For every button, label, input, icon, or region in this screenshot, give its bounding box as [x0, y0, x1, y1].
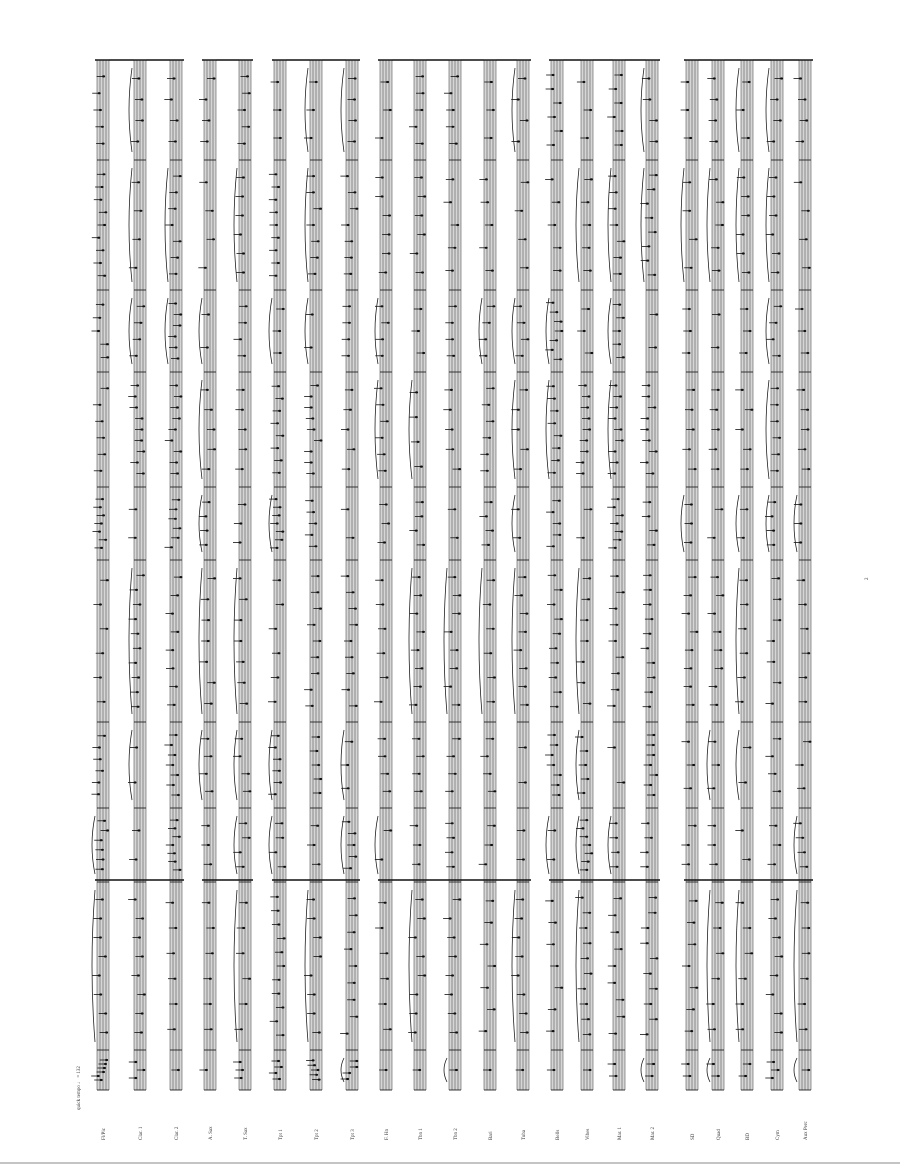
slur — [375, 380, 378, 479]
slur — [409, 568, 412, 714]
slur — [794, 1058, 797, 1082]
slur — [766, 168, 769, 282]
slur — [512, 568, 515, 714]
instrument-label: BD — [746, 1133, 751, 1140]
instrument-label: A. Sax — [209, 1126, 214, 1140]
staff-fl-pic — [97, 60, 109, 1090]
slur — [681, 168, 684, 282]
slur — [736, 168, 739, 282]
instrument-label: Tpt 1 — [279, 1129, 284, 1140]
instrument-label: Quad — [717, 1129, 722, 1140]
slur — [641, 168, 644, 282]
instrument-label: Clar. 1 — [139, 1126, 144, 1140]
slur — [341, 1058, 344, 1082]
instrument-label: Cym — [776, 1130, 781, 1140]
slur — [641, 68, 644, 152]
tempo-marking: quick tempo ♩ = 132 — [77, 1066, 82, 1110]
slur — [576, 890, 579, 1042]
slur — [269, 730, 272, 800]
instrument-label: Tbn 1 — [419, 1128, 424, 1140]
slur — [92, 816, 95, 874]
slur — [641, 1058, 644, 1082]
slur — [576, 168, 579, 282]
slur — [608, 298, 611, 364]
slur — [234, 730, 237, 800]
staff-sd — [686, 60, 698, 1090]
slur — [546, 816, 549, 874]
slur — [129, 730, 132, 800]
slur — [707, 1058, 710, 1082]
slur — [444, 568, 447, 714]
slur — [409, 380, 412, 479]
instrument-label: T. Sax — [244, 1127, 249, 1140]
instrument-label: SD — [691, 1133, 696, 1140]
instrument-label: Mar. 2 — [651, 1126, 656, 1140]
slur — [305, 890, 308, 1042]
slur — [794, 890, 797, 1042]
slur — [512, 890, 515, 1042]
slur — [199, 495, 202, 552]
instrument-label: Tpt 2 — [315, 1129, 320, 1140]
slur — [707, 730, 710, 800]
staff-f-hn — [380, 60, 392, 1090]
slur — [766, 298, 769, 364]
slur — [736, 890, 739, 1042]
instrument-label: Bari — [489, 1131, 494, 1140]
staff-t-sax — [239, 60, 251, 1090]
slur — [305, 298, 308, 364]
instrument-label: Tpt 3 — [351, 1129, 356, 1140]
staff-clar-2 — [170, 60, 182, 1090]
staff-cym — [771, 60, 783, 1090]
instrument-label: Clar. 2 — [175, 1126, 180, 1140]
slur — [234, 816, 237, 874]
slur — [546, 298, 549, 364]
staff-tbn-1 — [414, 60, 426, 1090]
slur — [341, 68, 344, 152]
staff-vibes — [581, 60, 593, 1090]
slur — [269, 816, 272, 874]
slur — [341, 816, 344, 874]
instrument-label: Tbn 2 — [454, 1128, 459, 1140]
staff-mar-1 — [613, 60, 625, 1090]
slur — [707, 890, 710, 1042]
slur — [546, 380, 549, 479]
slur — [479, 568, 482, 714]
staff-a-sax — [204, 60, 216, 1090]
staff-tbn-2 — [449, 60, 461, 1090]
page-number: 2 — [865, 577, 870, 580]
instrument-labels — [102, 1120, 809, 1140]
instrument-label: Fl/Pic — [102, 1128, 107, 1140]
slur — [129, 168, 132, 282]
slur — [199, 730, 202, 800]
instrument-label: Tuba — [522, 1129, 527, 1140]
slur — [479, 298, 482, 364]
slur — [129, 68, 132, 152]
slur — [409, 890, 412, 1042]
instrument-label: Aux Perc — [804, 1121, 809, 1140]
instrument-label: Bells — [556, 1129, 561, 1140]
staff-bd — [741, 60, 753, 1090]
slur — [736, 568, 739, 714]
slur — [199, 298, 202, 364]
slur — [576, 730, 579, 800]
slur — [512, 68, 515, 152]
staff-tpt-1 — [274, 60, 286, 1090]
slur — [234, 168, 237, 282]
staff-aux-perc — [799, 60, 811, 1090]
slur — [234, 890, 237, 1042]
slur — [129, 298, 132, 364]
slur — [766, 68, 769, 152]
slur — [608, 816, 611, 874]
slur — [736, 495, 739, 552]
slur — [794, 816, 797, 874]
slur — [512, 298, 515, 364]
slur — [576, 568, 579, 714]
slur — [766, 380, 769, 479]
slur — [681, 495, 684, 552]
slur — [375, 298, 378, 364]
staff-tpt-2 — [310, 60, 322, 1090]
instrument-label: Vibes — [586, 1128, 591, 1140]
slur — [269, 298, 272, 364]
slur — [707, 168, 710, 282]
slur — [444, 1058, 447, 1082]
slur — [92, 890, 95, 1042]
staff-quad — [712, 60, 724, 1090]
staff-bari — [484, 60, 496, 1090]
slur — [512, 495, 515, 552]
staff-tuba — [517, 60, 529, 1090]
slur — [608, 380, 611, 479]
slur — [375, 816, 378, 874]
slur — [736, 730, 739, 800]
slur — [165, 298, 168, 364]
slur — [199, 380, 202, 479]
slur — [766, 495, 769, 552]
slur — [576, 816, 579, 874]
instrument-label: Mar. 1 — [618, 1126, 623, 1140]
instrument-label: F. Hn — [385, 1129, 390, 1140]
staff-systems — [97, 60, 811, 1090]
